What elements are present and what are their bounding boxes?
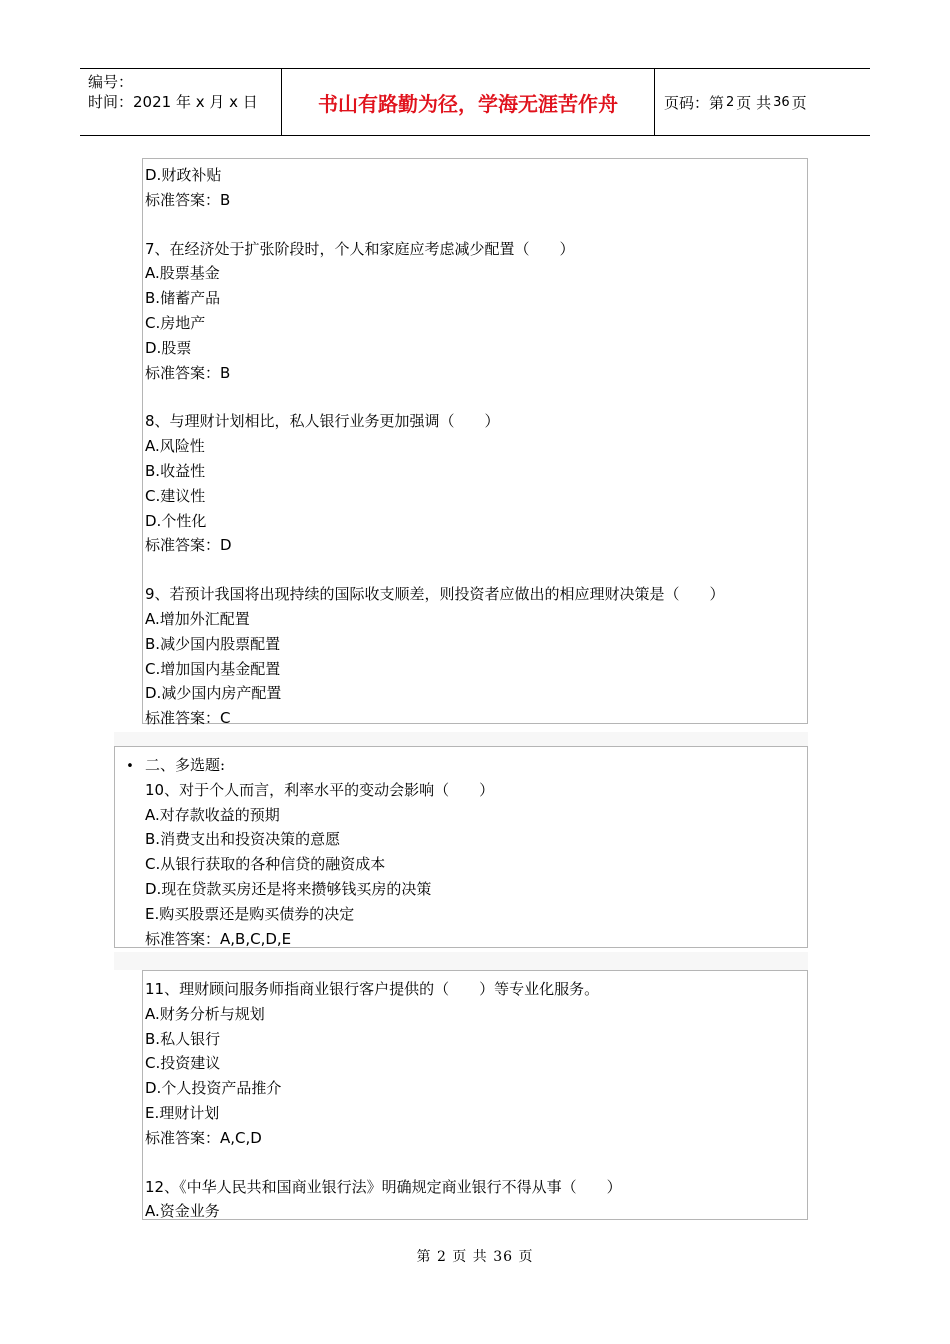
question-line: [145, 803, 807, 828]
code-label: 编号：: [88, 73, 134, 91]
line-text: 财务分析与规划: [159, 1004, 265, 1023]
question-line: [145, 286, 807, 311]
line-text: 储蓄产品: [160, 289, 221, 308]
question-line: [145, 509, 807, 534]
line-text: 对存款收益的预期: [159, 805, 280, 824]
spacer: [145, 213, 807, 237]
line-text: 个人投资产品推介: [161, 1079, 282, 1098]
line-text: 、在经济处于扩张阶段时，个人和家庭应考虑减少配置（ ）: [154, 239, 575, 258]
question-line: [145, 459, 807, 484]
option-letter: E.: [145, 1103, 160, 1122]
option-letter: D.: [145, 684, 162, 703]
line-text: 投资建议: [160, 1054, 221, 1073]
line-text: 、理财顾问服务师指商业银行客户提供的（ ）等专业化服务。: [164, 980, 600, 998]
line-text: 风险性: [159, 437, 205, 456]
option-letter: D.: [145, 166, 162, 184]
option-letter: 9: [145, 585, 155, 604]
question-line: [145, 1002, 807, 1027]
line-text: 、若预计我国将出现持续的国际收支顺差，则投资者应做出的相应理财决策是（ ）: [154, 585, 725, 604]
question-line: [145, 827, 807, 852]
question-line: [145, 902, 807, 927]
line-text: 标准答案：: [145, 929, 221, 948]
question-line: [145, 336, 807, 361]
header-page-info: [655, 69, 870, 135]
answer-value: C: [220, 709, 231, 728]
line-text: 理财计划: [159, 1103, 220, 1122]
line-text: 标准答案：: [145, 709, 221, 728]
line-text: 减少国内股票配置: [160, 634, 281, 653]
line-text: 标准答案：: [145, 1128, 221, 1147]
option-letter: C.: [145, 486, 161, 505]
question-line: [145, 632, 807, 657]
option-letter: D.: [145, 511, 162, 530]
line-text: 标准答案：: [145, 363, 221, 382]
question-line: [145, 1175, 807, 1200]
option-letter: E.: [145, 904, 160, 923]
page-header: [80, 68, 870, 136]
answer-line: [145, 533, 807, 558]
question-line: [145, 852, 807, 877]
question-line: [145, 311, 807, 336]
line-text: 股票: [161, 338, 192, 357]
answer-line: [145, 188, 807, 213]
option-letter: B.: [145, 634, 161, 653]
line-text: 二、多选题:: [145, 756, 226, 774]
page-footer: 第 2 页 共 36 页: [416, 1249, 534, 1265]
line-text: 财政补贴: [161, 166, 222, 184]
question-box-continued: [142, 970, 808, 1220]
answer-value: B: [220, 190, 231, 209]
page-total: 36: [773, 94, 790, 110]
header-slogan: 书山有路勤为径，学海无涯苦作舟: [282, 69, 655, 135]
line-text: 私人银行: [160, 1029, 221, 1048]
option-letter: 12: [145, 1177, 165, 1196]
line-text: 减少国内房产配置: [161, 684, 282, 703]
line-text: 资金业务: [159, 1202, 220, 1221]
line-text: 购买股票还是购买债券的决定: [159, 904, 355, 923]
line-text: 现在贷款买房还是将来攒够钱买房的决策: [161, 879, 432, 898]
page-mid: 页 共: [736, 93, 772, 112]
page-suffix: 页: [791, 93, 807, 112]
line-text: 股票基金: [159, 264, 220, 283]
question-line: [145, 753, 807, 778]
line-text: 从银行获取的各种信贷的融资成本: [160, 855, 386, 874]
option-letter: B.: [145, 830, 161, 849]
option-letter: 11: [145, 980, 165, 998]
answer-value: A,C,D: [220, 1128, 262, 1147]
option-letter: B.: [145, 1029, 161, 1048]
answer-line: [145, 361, 807, 386]
question-line: [145, 1199, 807, 1224]
option-letter: A.: [145, 437, 160, 456]
answer-line: [145, 1126, 807, 1151]
answer-value: D: [220, 536, 232, 555]
line-text: 标准答案：: [145, 536, 221, 555]
line-text: 消费支出和投资决策的意愿: [160, 830, 341, 849]
time-label: 时间：2021 年 x 月 x 日: [88, 93, 258, 111]
question-line: [145, 607, 807, 632]
line-text: 建议性: [160, 486, 206, 505]
spacer: [145, 558, 807, 582]
line-text: 、对于个人而言，利率水平的变动会影响（ ）: [164, 780, 495, 799]
line-text: 房地产: [160, 313, 206, 332]
question-line: [145, 434, 807, 459]
answer-line: [145, 927, 807, 952]
option-letter: C.: [145, 855, 161, 874]
question-line: [145, 1027, 807, 1052]
option-letter: D.: [145, 1079, 162, 1098]
question-line: [145, 778, 807, 803]
question-box-multi-choice: [114, 746, 808, 948]
option-letter: 10: [145, 780, 165, 799]
page-prefix: 页码：第: [664, 93, 725, 112]
question-line: [145, 877, 807, 902]
line-text: 个性化: [161, 511, 207, 530]
question-line: [145, 484, 807, 509]
page-current: 2: [726, 94, 735, 110]
question-line: [145, 261, 807, 286]
option-letter: A.: [145, 805, 160, 824]
option-letter: D.: [145, 879, 162, 898]
option-letter: C.: [145, 659, 161, 678]
question-line: [145, 582, 807, 607]
line-text: 标准答案：: [145, 190, 221, 209]
option-letter: A.: [145, 609, 160, 628]
option-letter: A.: [145, 1004, 160, 1023]
line-text: 增加国内基金配置: [160, 659, 281, 678]
answer-value: B: [220, 363, 231, 382]
answer-line: [145, 706, 807, 731]
question-line: [145, 409, 807, 434]
option-letter: C.: [145, 1054, 161, 1073]
option-letter: A.: [145, 1202, 160, 1221]
spacer: [145, 385, 807, 409]
question-line: [145, 1076, 807, 1101]
line-text: 、《中华人民共和国商业银行法》明确规定商业银行不得从事（ ）: [164, 1177, 622, 1196]
option-letter: B.: [145, 289, 161, 308]
line-text: 、与理财计划相比，私人银行业务更加强调（ ）: [154, 412, 500, 431]
answer-value: A,B,C,D,E: [220, 929, 292, 948]
option-letter: B.: [145, 461, 161, 480]
question-line: [145, 163, 807, 188]
question-line: [145, 1051, 807, 1076]
header-meta: [80, 69, 282, 135]
option-letter: 7: [145, 239, 155, 258]
option-letter: 8: [145, 412, 155, 431]
question-line: [145, 237, 807, 262]
option-letter: C.: [145, 313, 161, 332]
section-band-gap: [114, 952, 808, 970]
question-line: [145, 657, 807, 682]
line-text: 收益性: [160, 461, 206, 480]
question-box-single-choice: [142, 158, 808, 728]
question-line: [145, 1101, 807, 1126]
question-line: [145, 681, 807, 706]
line-text: 增加外汇配置: [159, 609, 250, 628]
spacer: [145, 1151, 807, 1175]
option-letter: A.: [145, 264, 160, 283]
list-bullet: •: [126, 759, 134, 774]
option-letter: D.: [145, 338, 162, 357]
question-line: [145, 977, 807, 1002]
